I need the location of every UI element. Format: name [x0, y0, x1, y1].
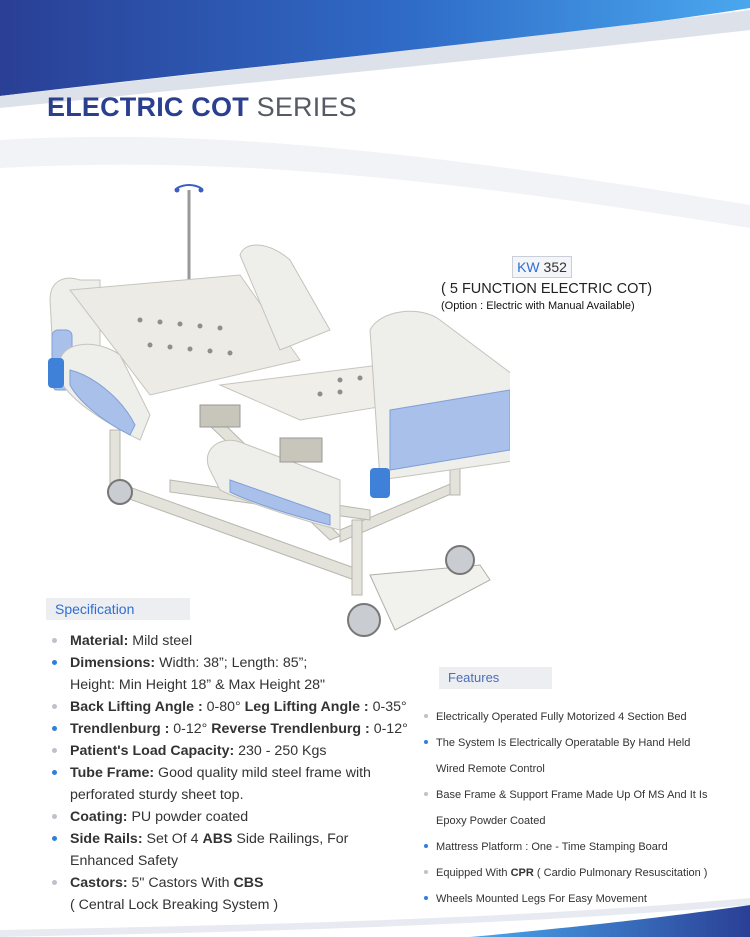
hospital-bed-icon	[40, 180, 510, 650]
bullet-icon	[424, 844, 428, 848]
model-number: 352	[543, 259, 567, 275]
specification-list	[52, 630, 432, 916]
feature-item-text: Mattress Platform : One - Time Stamping Board	[436, 841, 668, 853]
feature-item-text: Base Frame & Support Frame Made Up Of MS And It Is	[436, 789, 708, 801]
spec-item-label: Side Rails:	[70, 831, 143, 847]
spec-item-label: Dimensions:	[70, 655, 156, 671]
spec-item	[52, 806, 432, 828]
bullet-icon	[424, 714, 428, 718]
spec-item-text: Set Of 4	[142, 831, 203, 847]
spec-item	[52, 762, 432, 806]
bullet-icon	[52, 836, 57, 841]
feature-item	[424, 834, 744, 860]
spec-item-text: Side Railings, For	[232, 831, 349, 847]
spec-item-text: 0-80°	[202, 699, 245, 715]
bullet-icon	[52, 770, 57, 775]
spec-item-label: Reverse Trendlenburg :	[211, 721, 370, 737]
feature-item-text: Equipped With	[436, 867, 511, 879]
feature-item-text: Wired Remote Control	[436, 763, 545, 775]
bullet-icon	[424, 740, 428, 744]
spec-item-text: Width: 38”; Length: 85”;	[155, 655, 308, 671]
spec-item-label: Trendlenburg :	[70, 721, 170, 737]
feature-item-text: The System Is Electrically Operatable By Hand Held	[436, 737, 691, 749]
feature-item-text: Electrically Operated Fully Motorized 4 Section Bed	[436, 711, 687, 723]
spec-item-text: Good quality mild steel frame with	[154, 765, 371, 781]
spec-item	[52, 630, 432, 652]
spec-item-label: Tube Frame:	[70, 765, 155, 781]
spec-item-label: ABS	[202, 831, 233, 847]
feature-item	[424, 730, 744, 782]
page-title	[47, 92, 357, 123]
bullet-icon	[52, 748, 57, 753]
spec-item-text: Mild steel	[128, 633, 193, 649]
model-prefix: KW	[517, 259, 540, 275]
feature-item	[424, 704, 744, 730]
spec-item-text: 230 - 250 Kgs	[234, 743, 327, 759]
spec-item	[52, 696, 432, 718]
bullet-icon	[52, 880, 57, 885]
spec-item-label: CBS	[233, 875, 264, 891]
spec-item	[52, 652, 432, 696]
spec-item-label: Leg Lifting Angle :	[244, 699, 369, 715]
spec-item-text: Height: Min Height 18” & Max Height 28"	[70, 677, 326, 693]
model-badge	[512, 256, 572, 278]
features-heading: Features	[439, 667, 552, 689]
spec-item-text: 0-12°	[169, 721, 212, 737]
spec-item-text: 5" Castors With	[127, 875, 234, 891]
bullet-icon	[424, 792, 428, 796]
spec-item	[52, 872, 432, 916]
spec-item	[52, 828, 432, 872]
feature-item	[424, 860, 744, 886]
model-subtitle: ( 5 FUNCTION ELECTRIC COT)	[441, 281, 653, 297]
feature-item-label: CPR	[510, 867, 534, 879]
spec-item-label: Patient's Load Capacity:	[70, 743, 235, 759]
spec-item	[52, 740, 432, 762]
title-light: SERIES	[256, 92, 357, 122]
feature-item-text: ( Cardio Pulmonary Resuscitation )	[533, 867, 708, 879]
feature-item	[424, 782, 744, 834]
spec-item-label: Material:	[70, 633, 129, 649]
spec-item-label: Coating:	[70, 809, 128, 825]
features-list	[424, 704, 744, 912]
bullet-icon	[52, 814, 57, 819]
feature-item-text: Epoxy Powder Coated	[436, 815, 546, 827]
spec-item-text: 0-35°	[368, 699, 407, 715]
spec-item-text: PU powder coated	[127, 809, 249, 825]
bullet-icon	[52, 704, 57, 709]
bullet-icon	[52, 660, 57, 665]
bullet-icon	[424, 896, 428, 900]
spec-item-text: Enhanced Safety	[70, 853, 179, 869]
bullet-icon	[52, 726, 57, 731]
bullet-icon	[52, 638, 57, 643]
spec-item-text: ( Central Lock Breaking System )	[70, 897, 279, 913]
spec-item-label: Castors:	[70, 875, 128, 891]
specification-heading: Specification	[46, 598, 190, 620]
spec-item-text: 0-12°	[369, 721, 408, 737]
spec-item	[52, 718, 432, 740]
bullet-icon	[424, 870, 428, 874]
model-option: (Option : Electric with Manual Available)	[441, 300, 635, 312]
spec-item-text: perforated sturdy sheet top.	[70, 787, 244, 803]
feature-item	[424, 886, 744, 912]
title-bold: ELECTRIC COT	[47, 92, 249, 122]
spec-item-label: Back Lifting Angle :	[70, 699, 203, 715]
feature-item-text: Wheels Mounted Legs For Easy Movement	[436, 893, 647, 905]
